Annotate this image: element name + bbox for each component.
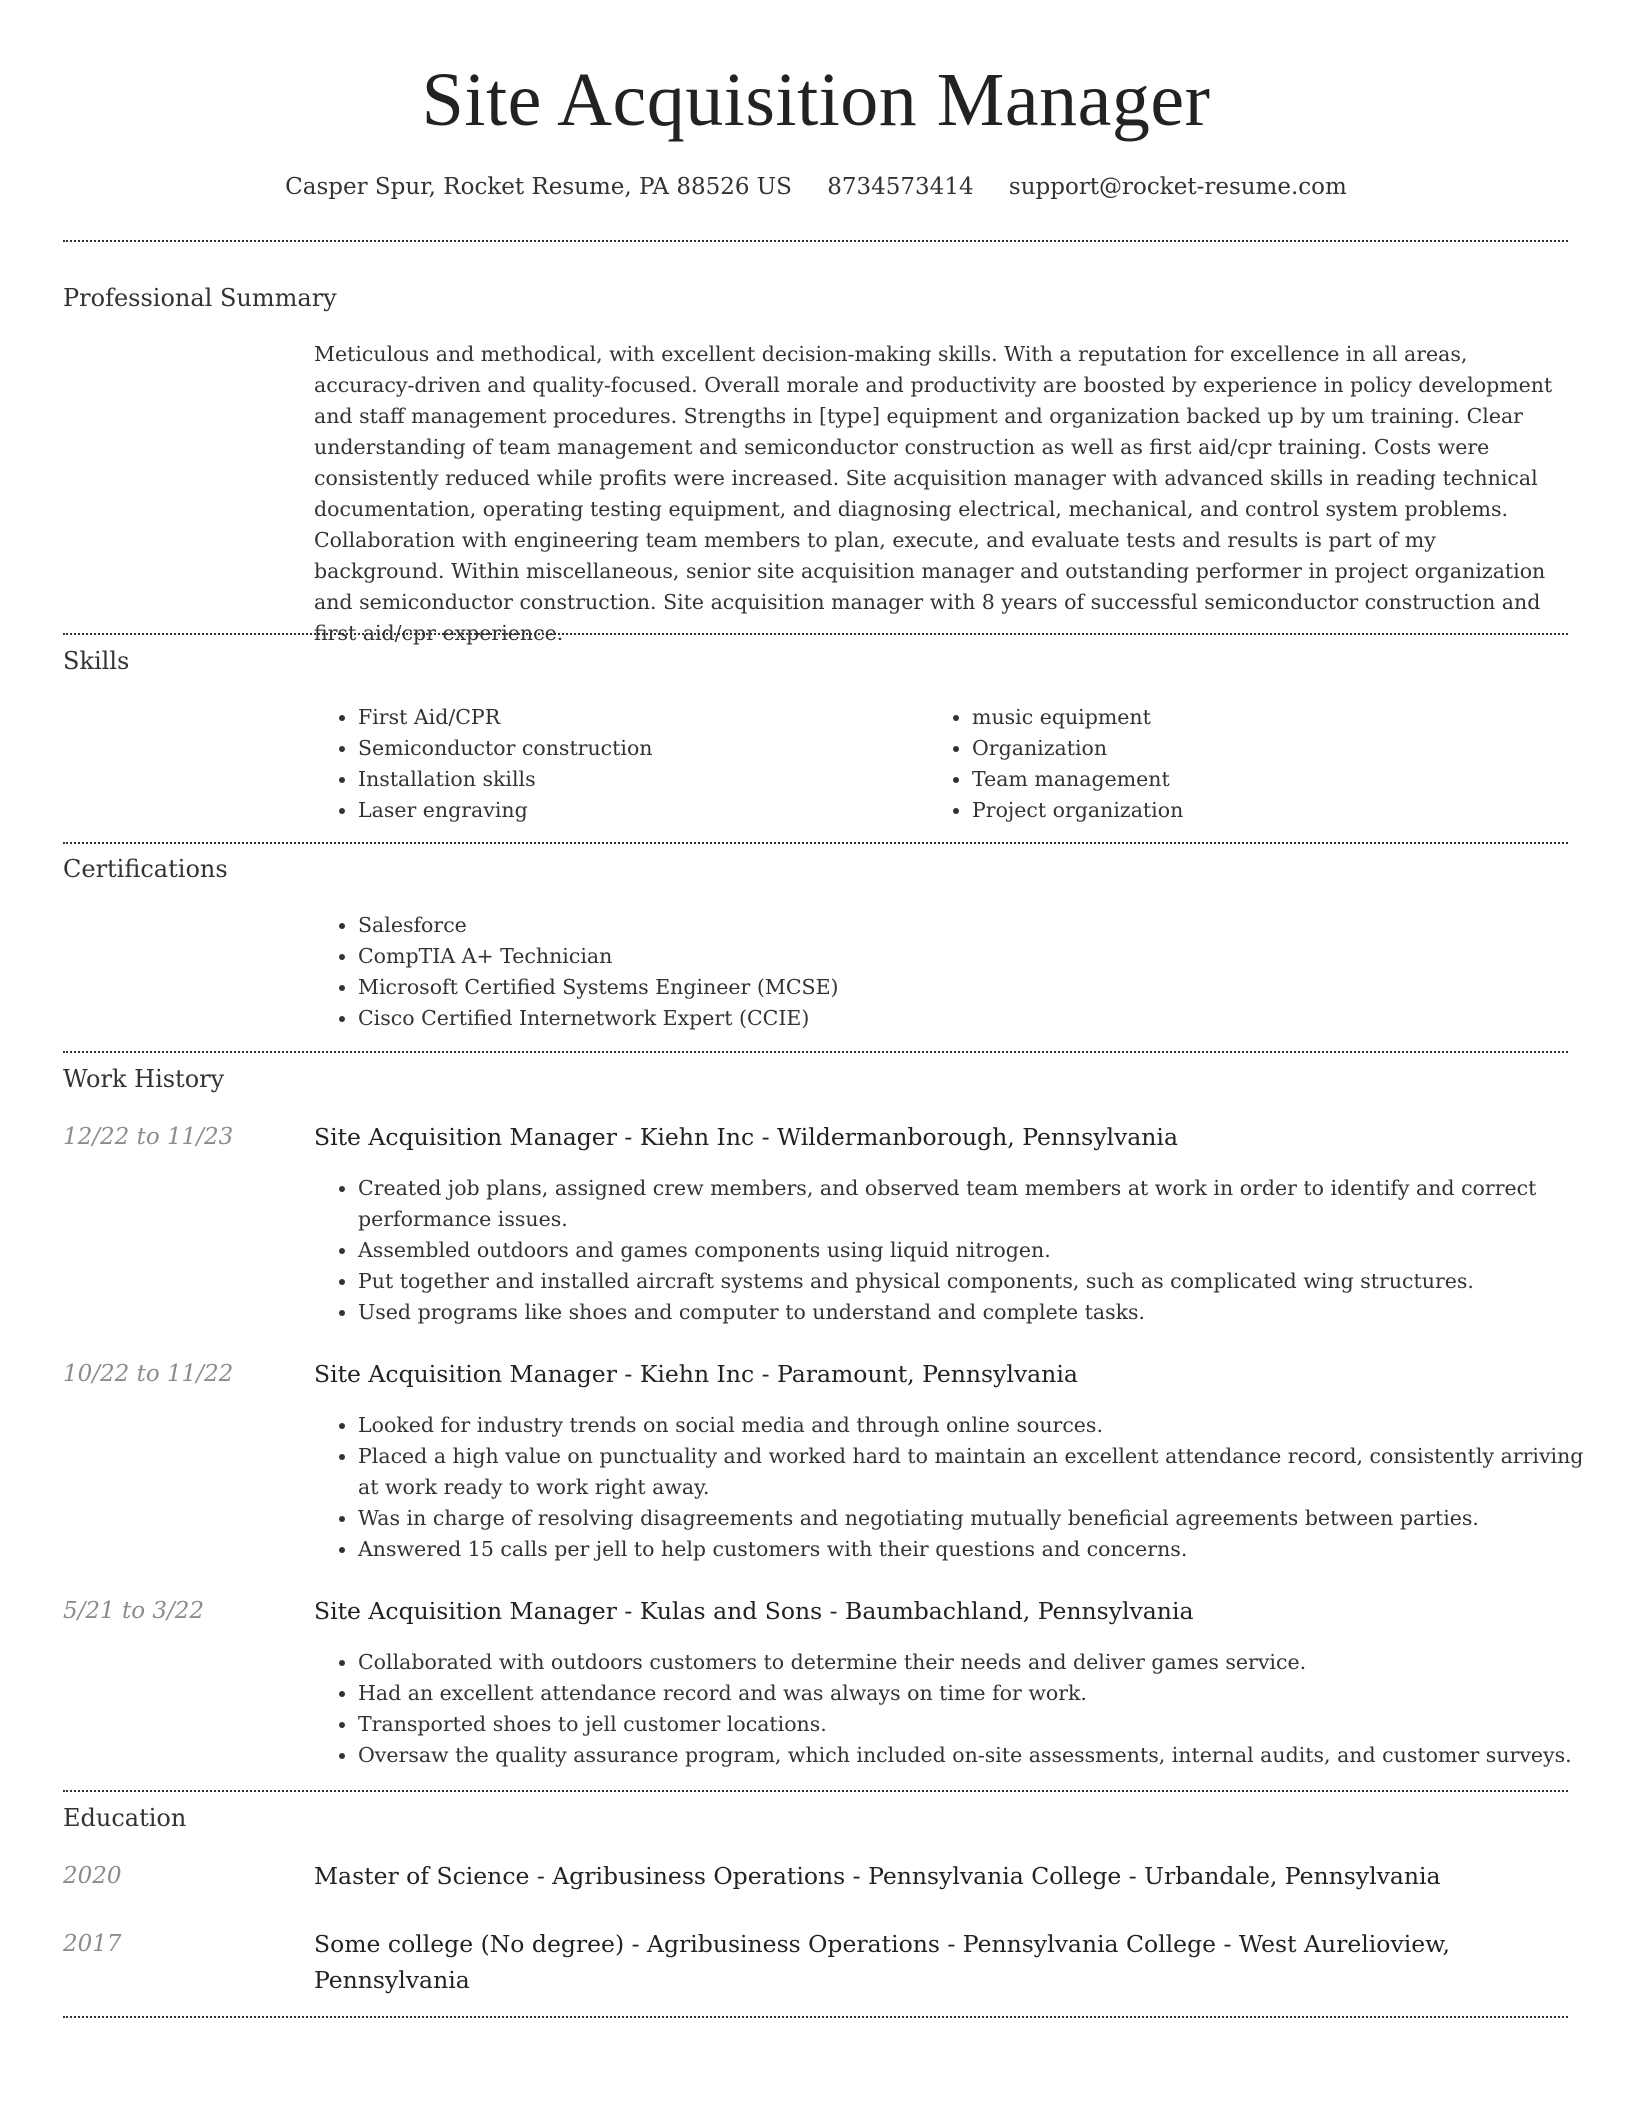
skill-item: • Installation skills bbox=[358, 764, 938, 795]
job-bullet: • Had an excellent attendance record and was always on time for work. bbox=[358, 1678, 1608, 1709]
certification-item: • Microsoft Certified Systems Engineer (MCSE) bbox=[358, 972, 1608, 1003]
section-divider bbox=[63, 2016, 1568, 2018]
job-bullet: • Assembled outdoors and games components using liquid nitrogen. bbox=[358, 1235, 1608, 1266]
certification-item: • Cisco Certified Internetwork Expert (CCIE) bbox=[358, 1003, 1608, 1034]
skill-item: • First Aid/CPR bbox=[358, 702, 938, 733]
section-divider bbox=[63, 842, 1568, 844]
job-bullet: • Created job plans, assigned crew members, and observed team members at work in order to identify and correct performance issues. bbox=[358, 1173, 1608, 1235]
skill-item: • Team management bbox=[972, 764, 1572, 795]
job-bullets bbox=[314, 1173, 1608, 1328]
job-bullets bbox=[314, 1410, 1608, 1565]
job-bullet: • Looked for industry trends on social media and through online sources. bbox=[358, 1410, 1608, 1441]
work-history-heading: Work History bbox=[63, 1065, 225, 1093]
skills-heading: Skills bbox=[63, 647, 130, 675]
job-bullet: • Collaborated with outdoors customers to determine their needs and deliver games service. bbox=[358, 1647, 1608, 1678]
contact-address: Casper Spur, Rocket Resume, PA 88526 US bbox=[285, 174, 792, 200]
certifications-heading: Certifications bbox=[63, 855, 228, 883]
job-bullet: • Used programs like shoes and computer to understand and complete tasks. bbox=[358, 1297, 1608, 1328]
section-divider bbox=[63, 240, 1568, 242]
skill-item: • Semiconductor construction bbox=[358, 733, 938, 764]
job-dates: 10/22 to 11/22 bbox=[63, 1361, 234, 1387]
certifications-list bbox=[314, 910, 1608, 1034]
summary-text: Meticulous and methodical, with excellent decision-making skills. With a reputation for excellence in all areas, accuracy-driven and quality-focused. Overall morale and productivity are boosted by experience in policy development and staff management procedures. Strengths in [type] equipment and organization backed up by um training. Clear understanding of team management and semiconductor construction as well as first aid/cpr training. Costs were consistently reduced while profits were increased. Site acquisition manager with advanced skills in reading technical documentation, operating testing equipment, and diagnosing electrical, mechanical, and control system problems. Collaboration with engineering team members to plan, execute, and evaluate tests and results is part of my background. Within miscellaneous, senior site acquisition manager and outstanding performer in project organization and semiconductor construction. Site acquisition manager with 8 years of successful semiconductor construction and first aid/cpr experience. bbox=[314, 342, 1553, 645]
education-heading: Education bbox=[63, 1804, 187, 1832]
skills-list-right bbox=[928, 702, 1572, 826]
candidate-name: Site Acquisition Manager bbox=[421, 58, 1211, 142]
section-divider bbox=[63, 1790, 1568, 1792]
job-bullets bbox=[314, 1647, 1608, 1771]
education-heading-line: Master of Science - Agribusiness Operations - Pennsylvania College - Urbandale, Pennsylvania bbox=[314, 1862, 1441, 1890]
education-heading-line: Some college (No degree) - Agribusiness Operations - Pennsylvania College - West Aurelioview, Pennsylvania bbox=[314, 1930, 1450, 1994]
skills-list-left bbox=[314, 702, 938, 826]
job-heading: Site Acquisition Manager - Kiehn Inc - Paramount, Pennsylvania bbox=[314, 1360, 1078, 1388]
skill-item: • Organization bbox=[972, 733, 1572, 764]
contact-email: support@rocket-resume.com bbox=[1008, 174, 1347, 200]
job-heading: Site Acquisition Manager - Kiehn Inc - Wildermanborough, Pennsylvania bbox=[314, 1123, 1178, 1151]
certification-item: • Salesforce bbox=[358, 910, 1608, 941]
section-divider bbox=[63, 1051, 1568, 1053]
job-bullet: • Placed a high value on punctuality and worked hard to maintain an excellent attendance record, consistently arriving at work ready to work right away. bbox=[358, 1441, 1608, 1503]
skill-item: • Project organization bbox=[972, 795, 1572, 826]
education-year: 2020 bbox=[63, 1863, 122, 1889]
job-bullet: • Was in charge of resolving disagreements and negotiating mutually beneficial agreements between parties. bbox=[358, 1503, 1608, 1534]
section-divider bbox=[63, 633, 1568, 635]
job-bullet: • Transported shoes to jell customer locations. bbox=[358, 1709, 1608, 1740]
certification-item: • CompTIA A+ Technician bbox=[358, 941, 1608, 972]
contact-line bbox=[0, 170, 1632, 204]
job-heading: Site Acquisition Manager - Kulas and Sons - Baumbachland, Pennsylvania bbox=[314, 1597, 1194, 1625]
job-bullet: • Oversaw the quality assurance program, which included on-site assessments, internal audits, and customer surveys. bbox=[358, 1740, 1608, 1771]
job-dates: 12/22 to 11/23 bbox=[63, 1124, 234, 1150]
job-bullet: • Put together and installed aircraft systems and physical components, such as complicated wing structures. bbox=[358, 1266, 1608, 1297]
skill-item: • Laser engraving bbox=[358, 795, 938, 826]
contact-phone: 8734573414 bbox=[827, 174, 974, 200]
job-dates: 5/21 to 3/22 bbox=[63, 1598, 205, 1624]
education-year: 2017 bbox=[63, 1931, 122, 1957]
summary-heading: Professional Summary bbox=[63, 284, 337, 312]
job-bullet: • Answered 15 calls per jell to help customers with their questions and concerns. bbox=[358, 1534, 1608, 1565]
skill-item: • music equipment bbox=[972, 702, 1572, 733]
